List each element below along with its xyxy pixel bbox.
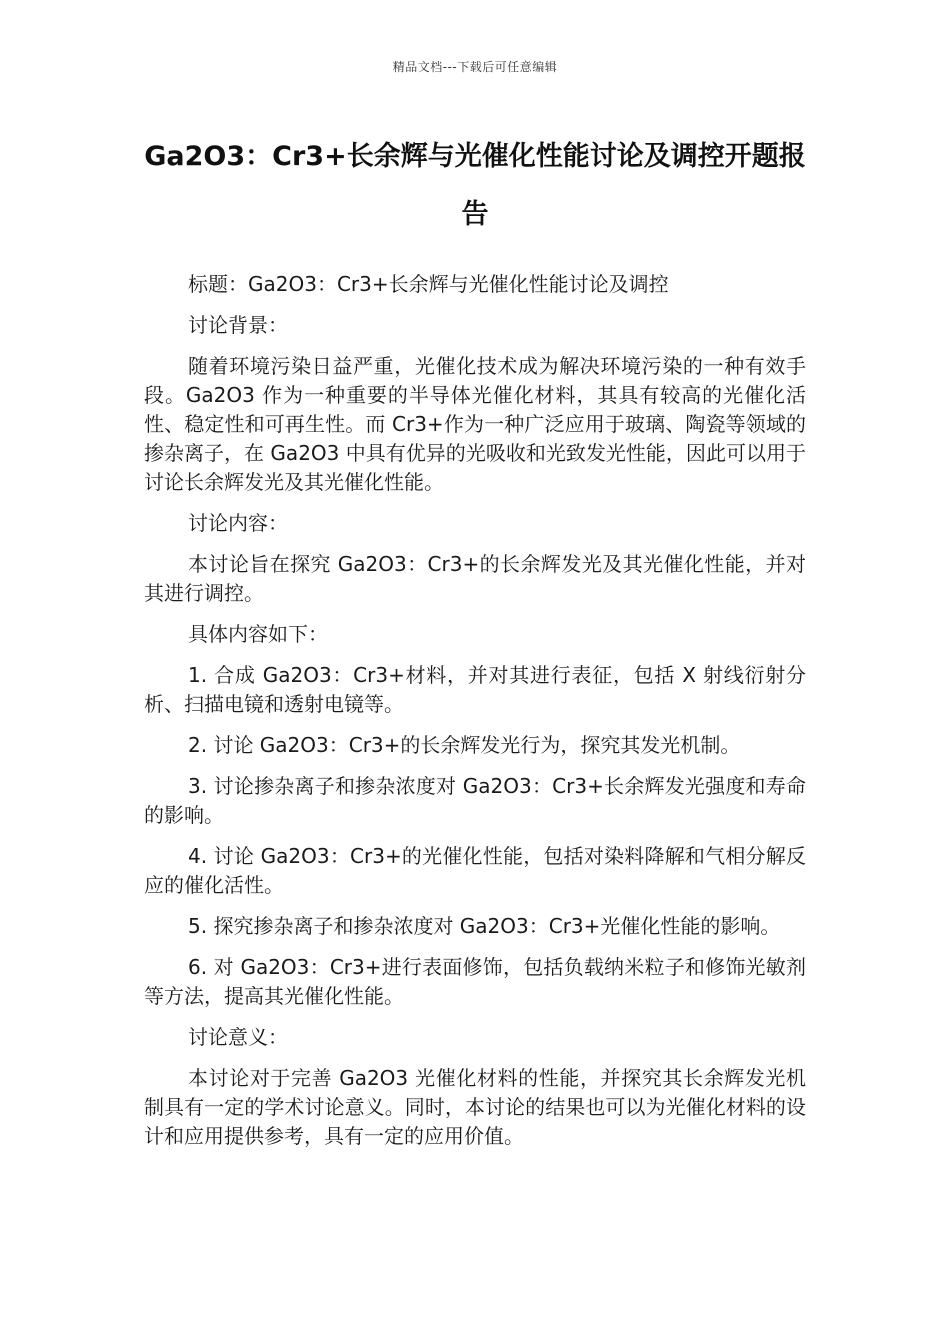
document-body — [144, 270, 806, 1163]
section-heading-background: 讨论背景： — [188, 313, 288, 337]
list-item-4: 4. 讨论 Ga2O3：Cr3+的光催化性能，包括对染料降解和气相分解反应的催化活性。 — [144, 844, 806, 897]
list-item-3: 3. 讨论掺杂离子和掺杂浓度对 Ga2O3：Cr3+长余辉发光强度和寿命的影响。 — [144, 774, 806, 827]
content-list-intro: 具体内容如下： — [188, 622, 328, 646]
content-intro-paragraph: 本讨论旨在探究 Ga2O3：Cr3+的长余辉发光及其光催化性能，并对其进行调控。 — [144, 552, 806, 605]
list-item-2: 2. 讨论 Ga2O3：Cr3+的长余辉发光行为，探究其发光机制。 — [188, 733, 741, 757]
list-item-5: 5. 探究掺杂离子和掺杂浓度对 Ga2O3：Cr3+光催化性能的影响。 — [188, 914, 781, 938]
background-paragraph: 随着环境污染日益严重，光催化技术成为解决环境污染的一种有效手段。Ga2O3 作为一种重要的半导体光催化材料，其具有较高的光催化活性、稳定性和可再生性。而 Cr3+作为一种广泛应用于玻璃、陶瓷等领域的掺杂离子，在 Ga2O3 中具有优异的光吸收和光致发光性能，因此可以用于讨论长余辉发光及其光催化性能。 — [144, 354, 806, 494]
header-note: 精品文档---下载后可任意编辑 — [392, 60, 558, 74]
list-item-6: 6. 对 Ga2O3：Cr3+进行表面修饰，包括负载纳米粒子和修饰光敏剂等方法，提高其光催化性能。 — [144, 955, 806, 1008]
section-heading-significance: 讨论意义： — [188, 1025, 288, 1049]
section-heading-content: 讨论内容： — [188, 511, 288, 535]
significance-paragraph: 本讨论对于完善 Ga2O3 光催化材料的性能，并探究其长余辉发光机制具有一定的学术讨论意义。同时，本讨论的结果也可以为光催化材料的设计和应用提供参考，具有一定的应用价值。 — [144, 1066, 806, 1148]
document-title: Ga2O3：Cr3+长余辉与光催化性能讨论及调控开题报告 — [144, 141, 806, 230]
list-item-1: 1. 合成 Ga2O3：Cr3+材料，并对其进行表征，包括 X 射线衍射分析、扫描电镜和透射电镜等。 — [144, 663, 806, 716]
title-line: 标题：Ga2O3：Cr3+长余辉与光催化性能讨论及调控 — [188, 272, 669, 296]
